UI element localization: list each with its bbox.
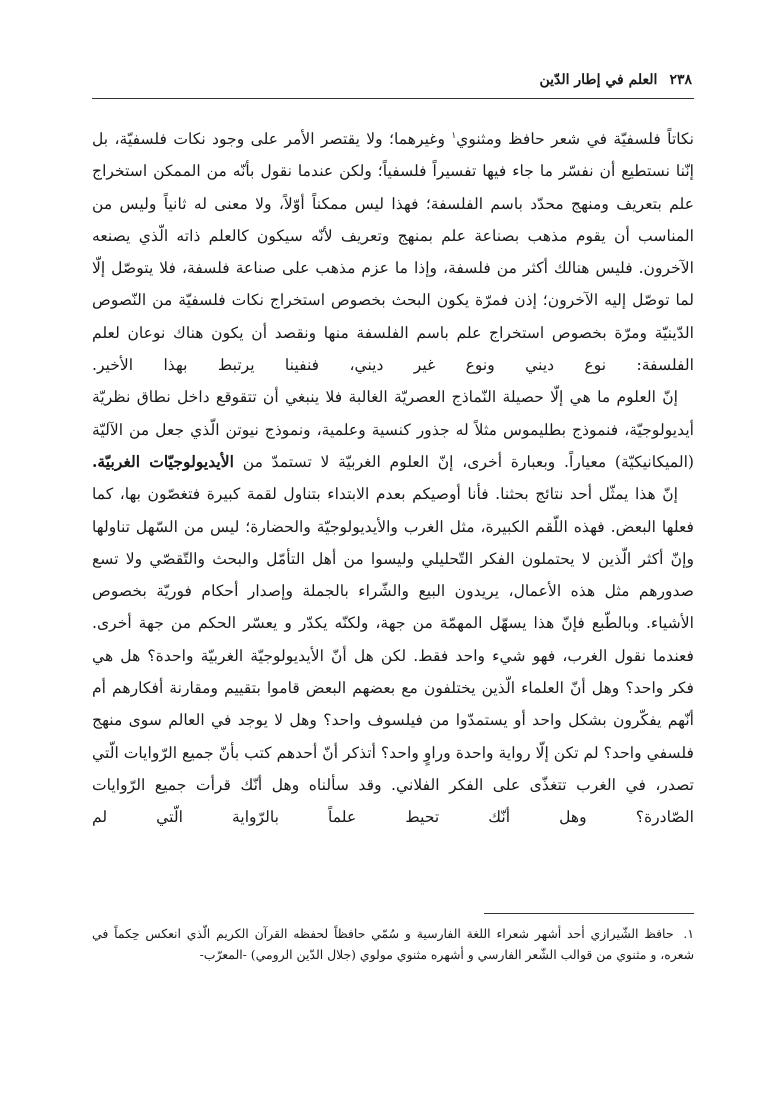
paragraph-3 xyxy=(92,478,694,833)
footnote-number: ١. xyxy=(683,926,694,941)
paragraph-2 xyxy=(92,381,694,478)
paragraph-2-bold-end: الأيديولوجيّات الغربيّة. xyxy=(92,451,234,471)
running-head xyxy=(92,70,694,90)
paragraph-2-text: إنّ العلوم ما هي إلّا حصيلة النّماذج العصريّة الغالبة فلا ينبغي أن تتقوقع داخل نطاق نظريّة أيديولوجيّة، فنموذج بطليموس مثلاً له جذور كنسية وعلمية، ونموذج نيوتن الّذي جعل من الآليّة (الميكانيكيّة) معياراً. وبعبارة أخرى، إنّ العلوم الغربيّة لا تستمدّ من xyxy=(92,388,694,471)
footnote-reference: ١ xyxy=(451,130,457,141)
footnote-rule xyxy=(484,913,694,914)
body-text xyxy=(92,123,694,834)
footnote-text: حافظ الشّيرازي أحد أشهر شعراء اللغة الفارسية و سُمّي حافظاً لحفظه القرآن الكريم الّذي انعكس حِكماً في شعره، و مثنوي من قوالب الشّعر الفارسي و أشهره مثنوي مولوي (جلال الدّين الرومي) -المعرّب- xyxy=(92,926,694,962)
footnote xyxy=(92,923,694,965)
paragraph-1-rest: وغيرهما؛ ولا يقتصر الأمر على وجود نكات فلسفيّة، بل إنّنا نستطيع أن نفسّر ما جاء فيها تفسيراً فلسفياً؛ ولكن عندما نقول بأنّه من الممكن استخراج علم بتعريف ومنهج محدّد باسم الفلسفة؛ فهذا ليس ممكناً أوّلاً، ولا معنى له ثانياً وليس من المناسب أن يقوم مذهب بصناعة علم بمنهج وتعريف لأنّه سيكون كالعلم ذاته الّذي يصنعه الآخرون. فليس هنالك أكثر من فلسفة، وإذا ما عزم مذهب على صناعة فلسفة، فلا يتوصّل إلّا لما توصّل إليه الآخرون؛ إذن فمرّة يكون البحث بخصوص استخراج نكات فلسفيّة من النّصوص الدّينيّة ومرّة بخصوص استخراج علم باسم الفلسفة منها ونقصد أن يكون هناك نوعان لعلم الفلسفة: نوع ديني ونوع غير ديني، فنفينا يرتبط بهذا الأخير. xyxy=(92,130,694,375)
book-page xyxy=(92,70,694,1070)
header-rule xyxy=(92,98,694,99)
page-number: ٢٣٨ xyxy=(669,72,692,88)
paragraph-1-start: نكاتاً فلسفيّة في شعر حافظ ومثنوي xyxy=(456,130,694,148)
paragraph-1 xyxy=(92,123,694,381)
running-title: العلم في إطار الدّين xyxy=(539,72,658,88)
paragraph-3-text: إنّ هذا يمثّل أحد نتائج بحثنا. فأنا أوصيكم بعدم الابتداء بتناول لقمة كبيرة فتغصّون بها، كما فعلها البعض. فهذه اللّقم الكبيرة، مثل الغرب والأيديولوجيّة والحضارة؛ ليس من السّهل تناولها وإنّ أكثر الّذين لا يحتملون الفكر التّحليلي وليسوا من أهل التأمّل والبحث والتّقصّي ولا تسع صدورهم مثل هذه الأعمال، يريدون البيع والشّراء بالجملة وإصدار أحكام فوريّة بخصوص الأشياء. وبالطّبع فإنّ هذا يسهّل المهمّة من جهة، ولكنّه يكدّر و يعسّر الحكم من جهة أخرى. فعندما نقول الغرب، فهو شيء واحد فقط. لكن هل أنّ الأيديولوجيّة الغربيّة واحدة؟ هل هي فكر واحد؟ وهل أنّ العلماء الّذين يختلفون مع بعضهم البعض قاموا بتقييم ومقارنة أفكارهم أم أنّهم يفكّرون بشكل واحد أو يستمدّوا من فيلسوف واحد؟ وهل لا يوجد في العالم سوى منهج فلسفي واحد؟ لم تكن إلّا رواية واحدة وراوٍ واحد؟ أتذكر أنّ أحدهم كتب بأنّ جميع الرّوايات الّتي تصدر، في الغرب تتغذّى على الفكر الفلاني. وقد سألناه وهل أنّك قرأت جميع الرّوايات الصّادرة؟ وهل أنّك تحيط علماً بالرّواية الّتي لم xyxy=(92,485,694,827)
